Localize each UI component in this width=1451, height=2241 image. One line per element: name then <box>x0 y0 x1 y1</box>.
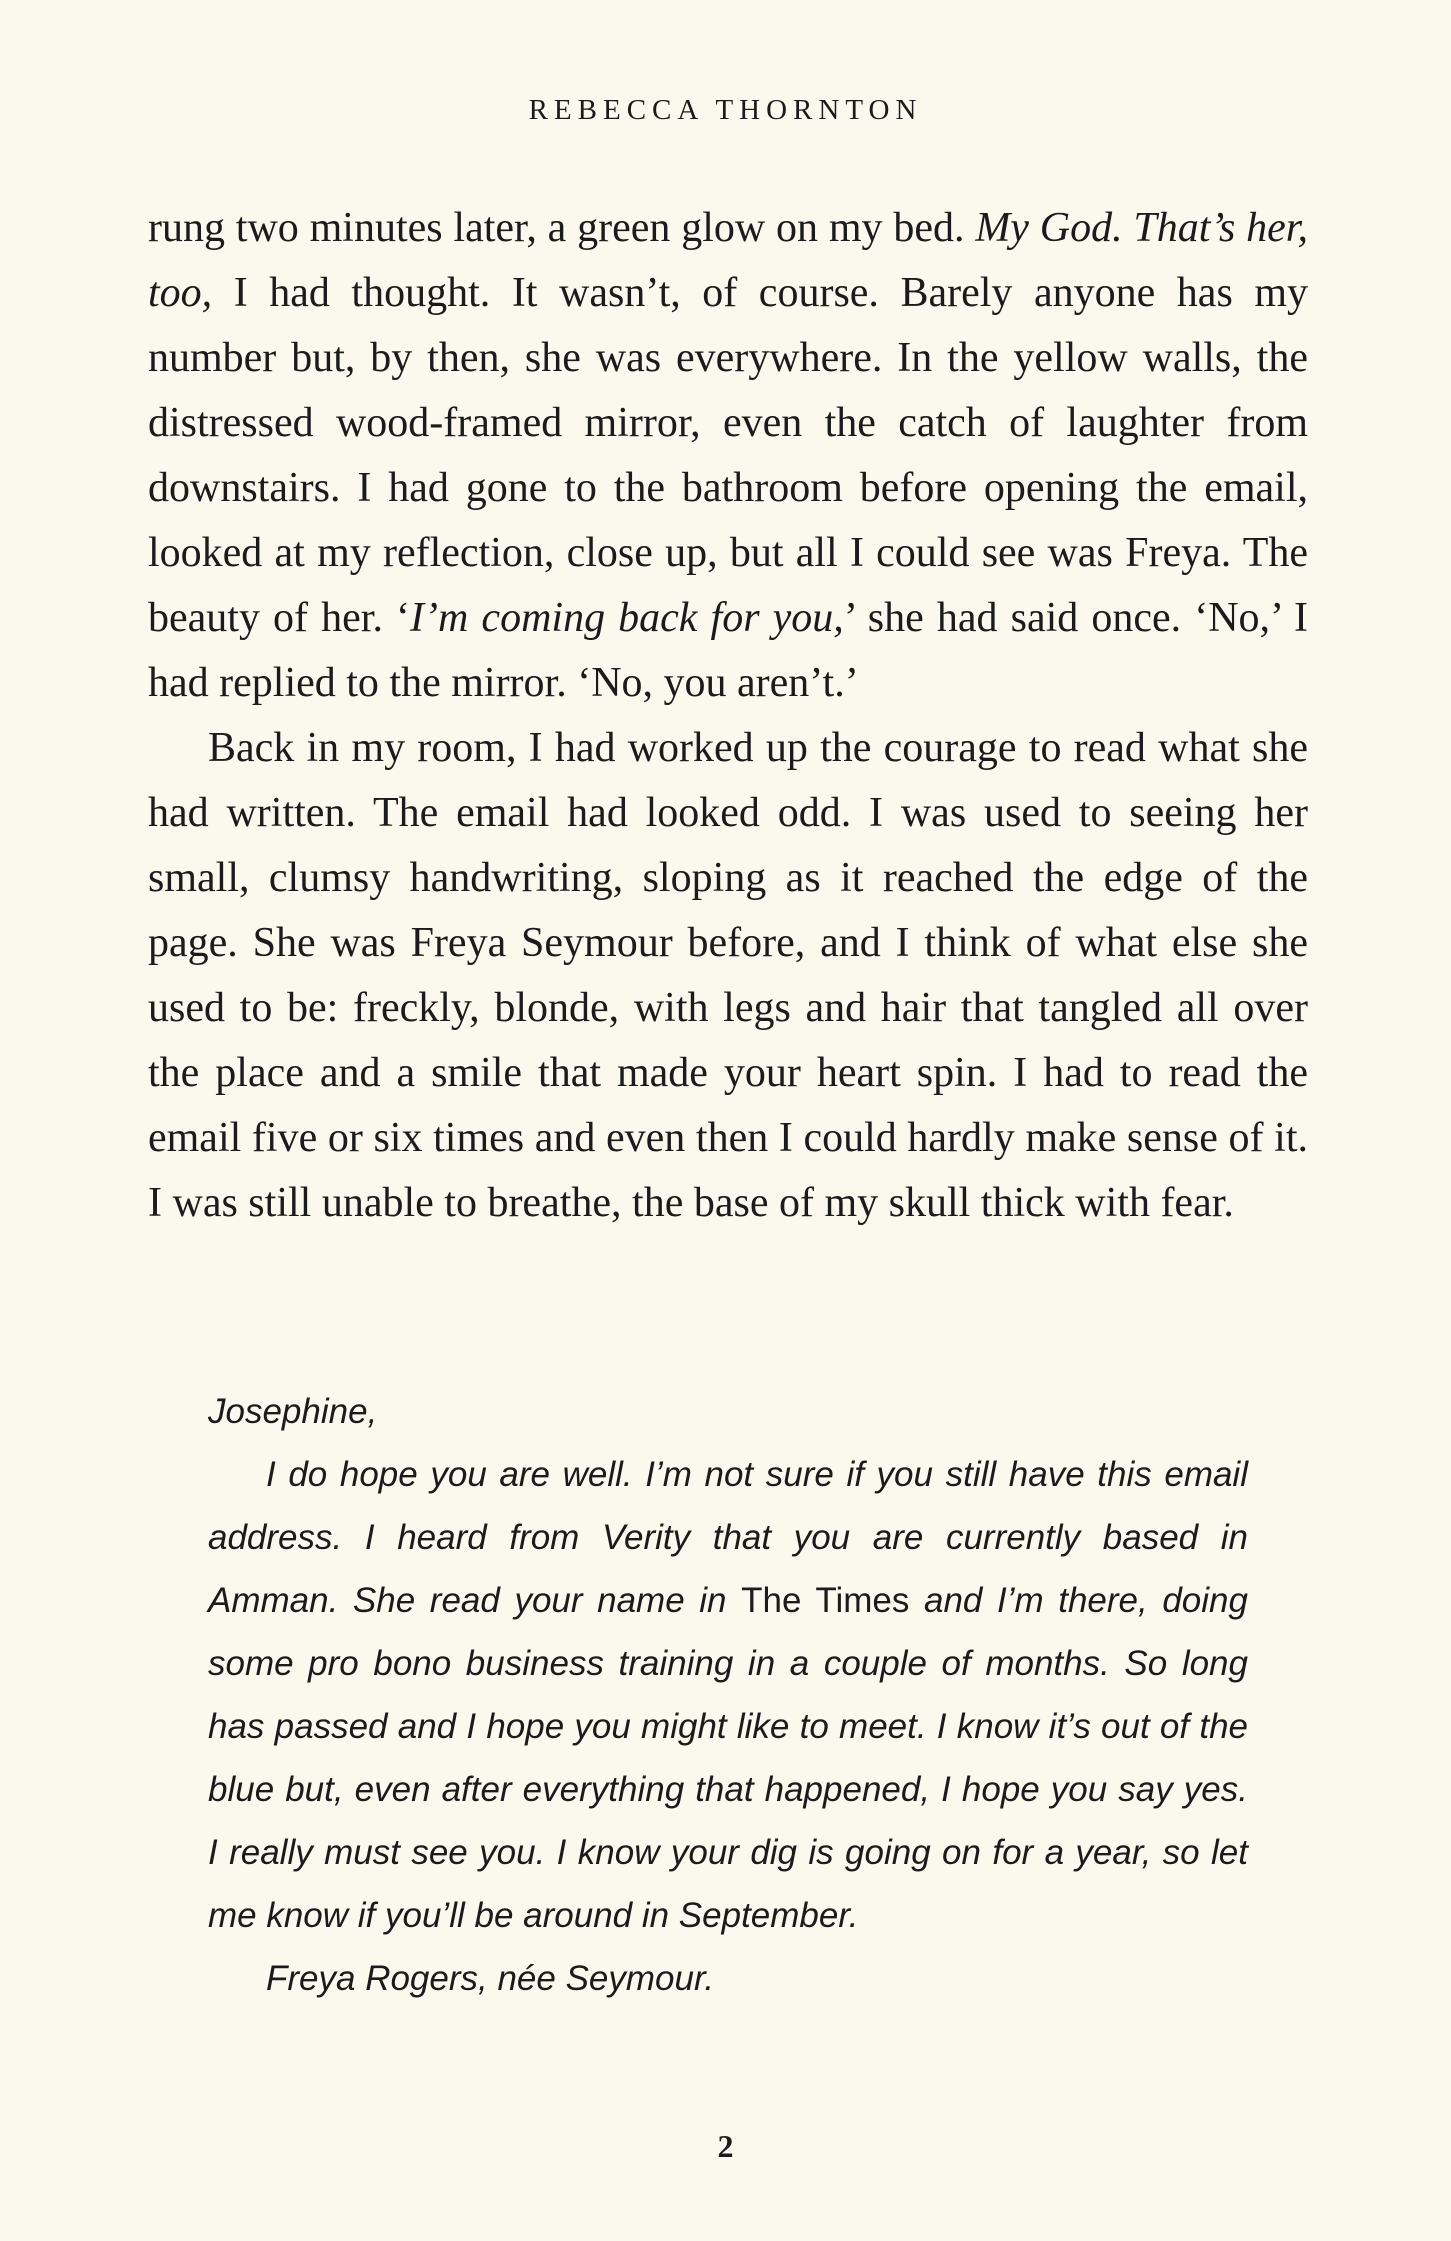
email-body-text-a: I do hope you are well. I’m not sure if you still have this email address. I heard from Verity that you are currently based in Amman. She read your name in <box>208 1455 1248 1620</box>
page-number: 2 <box>717 2128 734 2164</box>
paragraph-1-text-b: I had thought. It wasn’t, of course. Barely anyone has my number but, by then, she was everywhere. In the yellow walls, the distressed wood-framed mirror, even the catch of laughter from downstairs. I had gone to the bathroom before opening the email, looked at my reflection, close up, but all I could see was Freya. The beauty of her. ‘ <box>148 270 1308 641</box>
paragraph-1-italic-a: My God. That’s her, too, <box>148 205 1308 316</box>
email-signature: Freya Rogers, née Seymour. <box>266 1959 715 1998</box>
paragraph-1 <box>148 196 1308 716</box>
body-text <box>148 196 1308 1236</box>
email-body <box>208 1443 1248 1947</box>
email-newspaper-title: The Times <box>741 1581 910 1620</box>
email-salutation: Josephine, <box>208 1392 378 1431</box>
paragraph-1-text-a: rung two minutes later, a green glow on my bed. <box>148 205 976 251</box>
paragraph-2: Back in my room, I had worked up the courage to read what she had written. The email had looked odd. I was used to seeing her small, clumsy handwriting, sloping as it reached the edge of the page. She was Freya Seymour before, and I think of what else she used to be: freckly, blonde, with legs and hair that tangled all over the place and a smile that made your heart spin. I had to read the email five or six times and even then I could hardly make sense of it. I was still unable to breathe, the base of my skull thick with fear. <box>148 725 1308 1226</box>
email-letter <box>208 1380 1248 2010</box>
email-body-text-b: and I’m there, doing some pro bono business training in a couple of months. So long has passed and I hope you might like to meet. I know it’s out of the blue but, even after everything that happened, I hope you say yes. I really must see you. I know your dig is going on for a year, so let me know if you’ll be around in September. <box>208 1581 1248 1935</box>
running-head-author: REBECCA THORNTON <box>528 94 923 126</box>
paragraph-1-italic-b: I’m coming back for you, <box>410 595 844 641</box>
paragraph-1-text-c: ’ she had said once. ‘No,’ I had replied to the mirror. ‘No, you aren’t.’ <box>148 595 1308 706</box>
